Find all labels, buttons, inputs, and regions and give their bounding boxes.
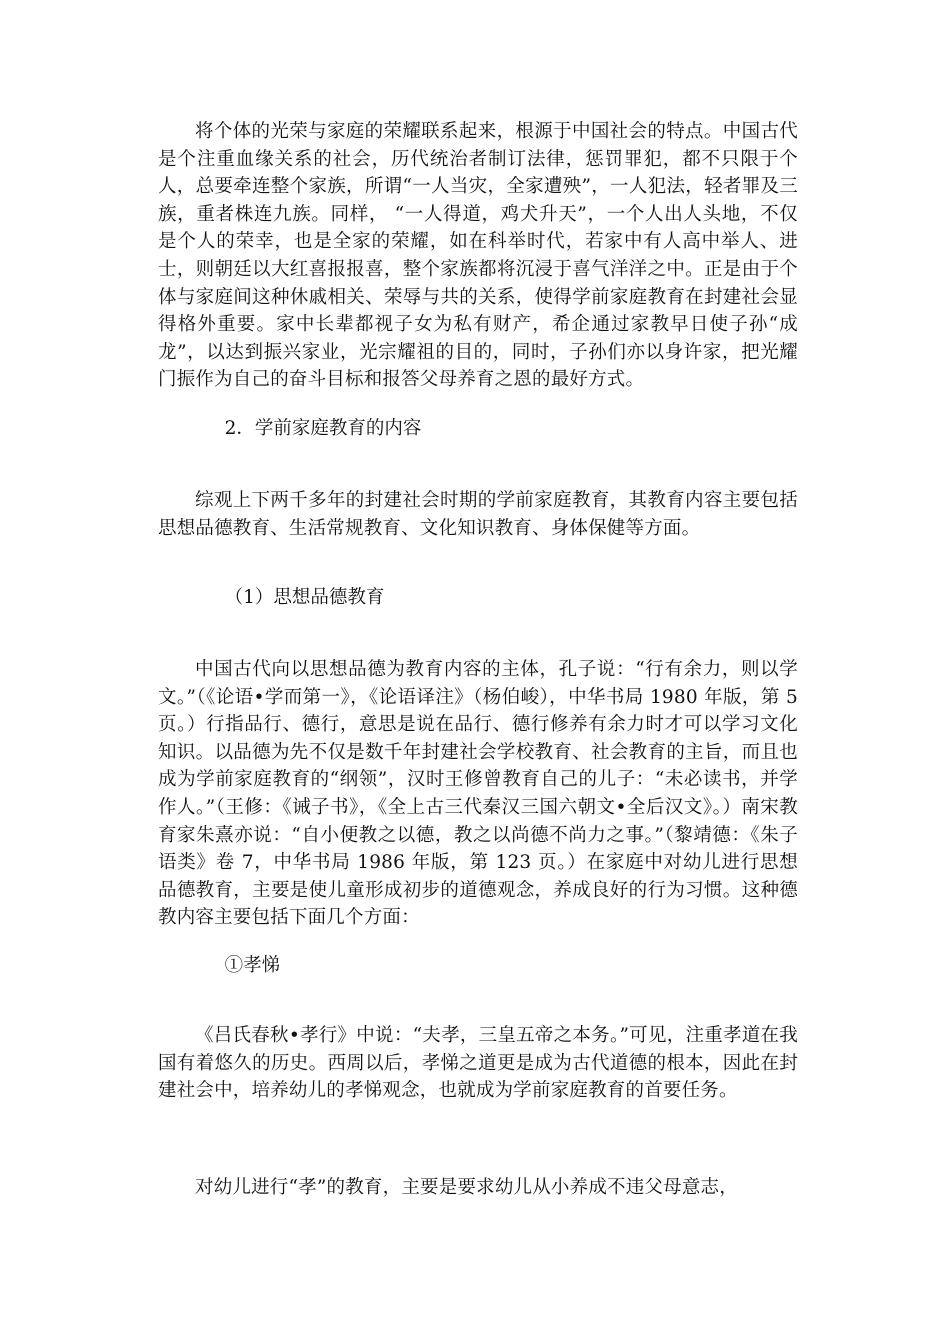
section-heading-content: 2．学前家庭教育的内容 <box>224 418 422 439</box>
paragraph-family-honor: 将个体的光荣与家庭的荣耀联系起来，根源于中国社会的特点。中国古代是个注重血缘关系的社会，历代统治者制订法律，惩罚罪犯，都不只限于个人，总要牵连整个家族，所谓“一人当灾，全家遭殃”，一人犯法，轻者罪及三族，重者株连九族。同样， “一人得道，鸡犬升天”，一个人出人头地，不仅是个人的荣幸，也是全家的荣耀，如在科举时代，若家中有人高中举人、进士，则朝廷以大红喜报报喜，整个家族都将沉浸于喜气洋洋之中。正是由于个体与家庭间这种休戚相关、荣辱与共的关系，使得学前家庭教育在封建社会显得格外重要。家中长辈都视子女为私有财产，希企通过家教早日使子孙“成龙”，以达到振兴家业，光宗耀祖的目的，同时，子孙们亦以身许家，把光耀门振作为自己的奋斗目标和报答父母养育之恩的最好方式。 <box>158 121 798 391</box>
paragraph-filial-piety-history: 《吕氏春秋•孝行》中说：“夫孝，三皇五帝之本务。”可见，注重孝道在我国有着悠久的历史。西周以后，孝悌之道更是成为古代道德的根本，因此在封建社会中，培养幼儿的孝悌观念，也就成为学前家庭教育的首要任务。 <box>158 1025 798 1102</box>
subsection-heading-moral-education: （1）思想品德教育 <box>224 587 385 608</box>
item-heading-filial-piety: ①孝悌 <box>224 955 281 976</box>
paragraph-moral-education: 中国古代向以思想品德为教育内容的主体，孔子说：“行有余力，则以学文。”（《论语•学而第一》，《论语译注》（杨伯峻），中华书局 1980 年版，第 5 页。）行指品行、德行，意思是说在品行、德行修养有余力时才可以学习文化知识。以品德为先不仅是数千年封建社会学校教育、社会教育的主旨，而且也成为学前家庭教育的“纲领”，汉时王修曾教育自己的儿子：“未必读书，并学作人。”（王修：《诫子书》，《全上古三代秦汉三国六朝文•全后汉文》。）南宋教育家朱熹亦说：“自小便教之以德，教之以尚德不尚力之事。”（黎靖德：《朱子语类》卷 7，中华书局 1986 年版，第 123 页。）在家庭中对幼儿进行思想品德教育，主要是使儿童形成初步的道德观念，养成良好的行为习惯。这种德教内容主要包括下面几个方面： <box>158 659 798 929</box>
paragraph-content-overview: 综观上下两千多年的封建社会时期的学前家庭教育，其教育内容主要包括思想品德教育、生活常规教育、文化知识教育、身体保健等方面。 <box>158 490 798 539</box>
paragraph-filial-piety-education: 对幼儿进行“孝”的教育，主要是要求幼儿从小养成不违父母意志， <box>195 1177 738 1198</box>
